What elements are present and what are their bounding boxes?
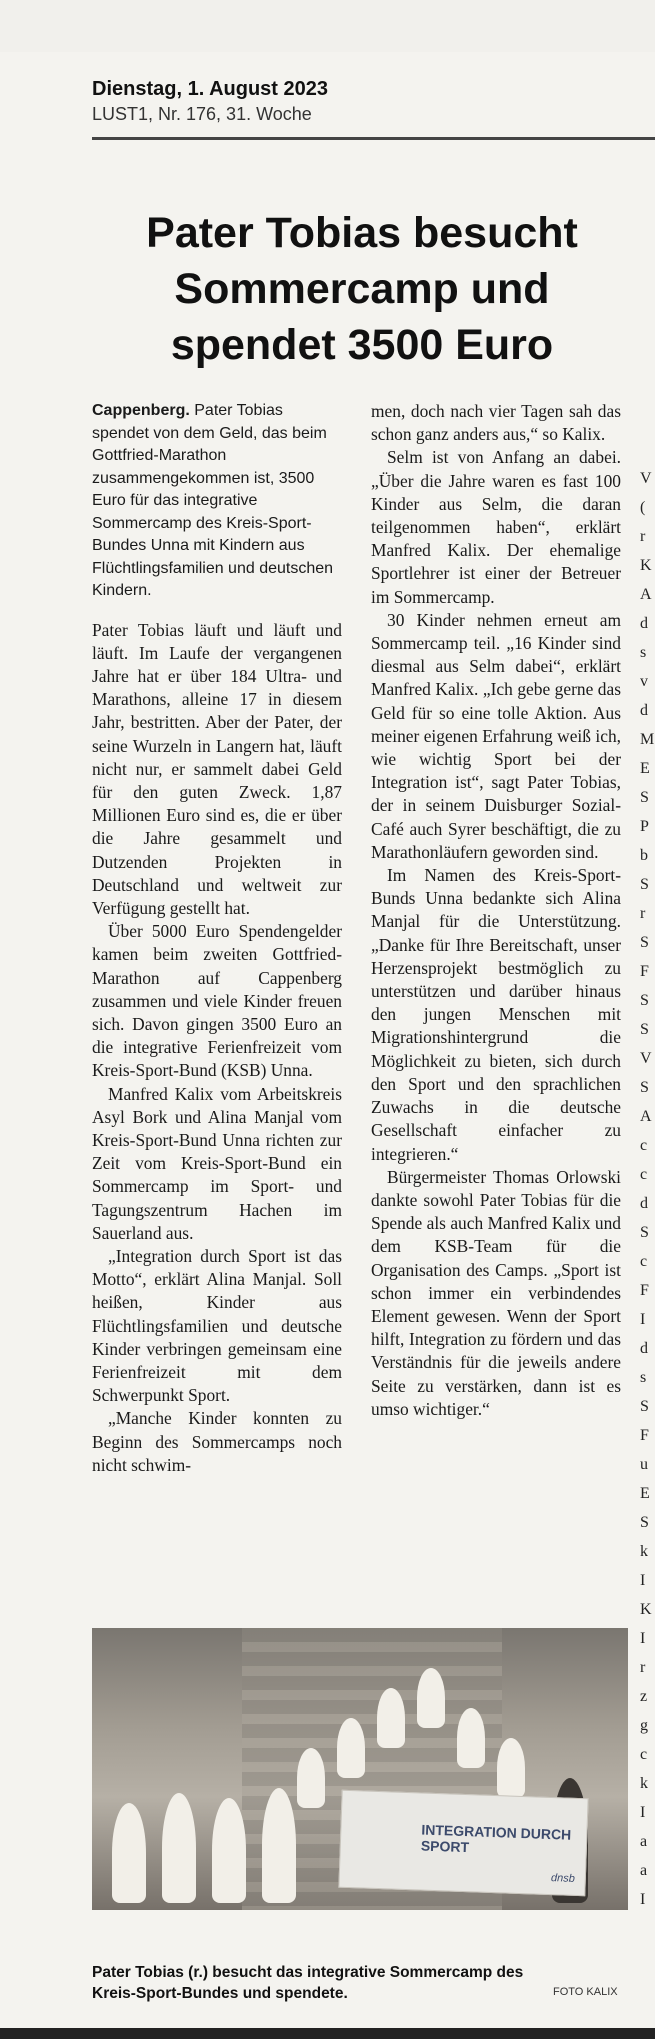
banner-logo: dnsb bbox=[550, 1872, 576, 1885]
edge-letter: d bbox=[640, 615, 648, 632]
lead-text: Pater Tobias spendet von dem Geld, das beim Gottfried-Marathon zusammengekommen ist, 3500 Euro für das integrative Sommercamp des Kreis-Sport-Bundes Unna mit Kindern aus Flüchtlingsfamilien und deutschen Kindern. bbox=[92, 402, 334, 599]
article-column-1 bbox=[92, 400, 342, 1477]
edge-letter: b bbox=[640, 847, 648, 864]
edge-letter: v bbox=[640, 673, 648, 690]
edge-letter: S bbox=[640, 1398, 649, 1415]
edge-letter: d bbox=[640, 1195, 648, 1212]
edge-letter: ( bbox=[640, 499, 646, 516]
edge-letter: I bbox=[640, 1630, 646, 1647]
dateline: Cappenberg. bbox=[92, 402, 190, 419]
article-column-2 bbox=[371, 400, 621, 1421]
banner-text: INTEGRATION DURCH SPORT bbox=[420, 1821, 572, 1856]
edge-letter: k bbox=[640, 1543, 648, 1560]
edge-letter: d bbox=[640, 702, 648, 719]
edge-letter: F bbox=[640, 1427, 649, 1444]
article-lead bbox=[92, 400, 342, 603]
photo-person bbox=[377, 1688, 405, 1748]
edge-letter: S bbox=[640, 934, 649, 951]
top-margin bbox=[0, 0, 655, 52]
edge-letter: F bbox=[640, 963, 649, 980]
edge-letter: a bbox=[640, 1833, 648, 1850]
edge-letter: s bbox=[640, 644, 647, 661]
edge-letter: a bbox=[640, 1862, 648, 1879]
edge-letter: I bbox=[640, 1891, 646, 1908]
edge-letter: c bbox=[640, 1166, 648, 1183]
photo-person bbox=[112, 1803, 146, 1903]
edge-letter: c bbox=[640, 1253, 648, 1270]
photo-person bbox=[212, 1798, 246, 1903]
edge-letter: z bbox=[640, 1688, 648, 1705]
edge-letter: P bbox=[640, 818, 649, 835]
photo-banner bbox=[338, 1790, 588, 1897]
edge-letter: S bbox=[640, 1514, 649, 1531]
edge-letter: S bbox=[640, 876, 649, 893]
edge-letter: u bbox=[640, 1456, 648, 1473]
edge-letter: A bbox=[640, 1108, 652, 1125]
article-headline: Pater Tobias besucht Sommercamp und spendet 3500 Euro bbox=[146, 209, 578, 369]
photo-caption: Pater Tobias (r.) besucht das integrative Sommercamp des Kreis-Sport-Bundes und spendete. bbox=[92, 1964, 524, 2002]
edge-letter: r bbox=[640, 1659, 646, 1676]
paragraph: Über 5000 Euro Spendengelder kamen beim zweiten Gottfried-Marathon auf Cappenberg zusammen und viele Kinder freuen sich. Davon gingen 3500 Euro an die integrative Ferienfreizeit vom Kreis-Sport-Bund (KSB) Unna. bbox=[92, 921, 342, 1081]
edge-letter: S bbox=[640, 1021, 649, 1038]
paragraph: 30 Kinder nehmen erneut am Sommercamp teil. „16 Kinder sind diesmal aus Selm dabei“, erklärt Manfred Kalix. „Ich gebe gerne das Geld für so eine tolle Aktion. Aus meiner eigenen Erfahrung weiß ich, wie wichtig Sport bei der Integration ist“, sagt Pater Tobias, der in seinem Duisburger Sozial-Café auch Syrer beschäftigt, die zu Marathonläufern geworden sind. bbox=[371, 609, 621, 862]
edge-letter: I bbox=[640, 1572, 646, 1589]
issue-date: Dienstag, 1. August 2023 bbox=[92, 78, 328, 100]
edge-letter: d bbox=[640, 1340, 648, 1357]
issue-number: LUST1, Nr. 176, 31. Woche bbox=[92, 104, 312, 124]
bottom-bar bbox=[0, 2028, 655, 2039]
header-rule bbox=[92, 137, 655, 140]
edge-letter: r bbox=[640, 528, 646, 545]
edge-letter: r bbox=[640, 905, 646, 922]
edge-letter: V bbox=[640, 1050, 652, 1067]
photo-credit: FOTO KALIX bbox=[553, 1986, 618, 1998]
edge-letter: g bbox=[640, 1717, 648, 1734]
paragraph: Selm ist von Anfang an dabei. „Über die Jahre waren es fast 100 Kinder aus Selm, die daran teilgenommen haben“, erklärt Manfred Kalix. Der ehemalige Sportlehrer ist einer der Betreuer im Sommercamp. bbox=[371, 447, 621, 607]
photo-person bbox=[297, 1748, 325, 1808]
edge-letter: K bbox=[640, 1601, 652, 1618]
edge-letter: S bbox=[640, 1224, 649, 1241]
edge-letter: I bbox=[640, 1311, 646, 1328]
edge-letter: V bbox=[640, 470, 652, 487]
edge-letter: E bbox=[640, 1485, 650, 1502]
photo-person bbox=[162, 1793, 196, 1903]
photo-person bbox=[337, 1718, 365, 1778]
edge-letter: c bbox=[640, 1746, 648, 1763]
paragraph: Manfred Kalix vom Arbeitskreis Asyl Bork und Alina Manjal vom Kreis-Sport-Bund Unna richten zur Zeit vom Kreis-Sport-Bund ein Sommercamp im Sport- und Tagungszentrum Hachen im Sauerland aus. bbox=[92, 1083, 342, 1243]
paragraph: „Integration durch Sport ist das Motto“, erklärt Alina Manjal. Soll heißen, Kinder aus Flüchtlingsfamilien und deutsche Kinder verbringen gemeinsam eine Ferienfreizeit mit dem Schwerpunkt Sport. bbox=[92, 1245, 342, 1406]
paragraph: men, doch nach vier Tagen sah das schon ganz anders aus,“ so Kalix. bbox=[371, 401, 621, 445]
edge-letter: S bbox=[640, 789, 649, 806]
paragraph: „Manche Kinder konnten zu Beginn des Sommercamps noch nicht schwim- bbox=[92, 1408, 342, 1475]
article-photo bbox=[92, 1628, 628, 1910]
edge-letter: E bbox=[640, 760, 650, 777]
paragraph: Bürgermeister Thomas Orlowski dankte sowohl Pater Tobias für die Spende als auch Manfred Kalix und dem KSB-Team für die Organisation des Camps. „Sport ist schon immer ein verbindendes Element gewesen. Wenn der Sport hilft, Integration zu fördern und das Verständnis für die jeweils andere Seite zu verstärken, dann ist es umso wichtiger.“ bbox=[371, 1166, 621, 1419]
edge-letter: S bbox=[640, 992, 649, 1009]
edge-letter: K bbox=[640, 557, 652, 574]
edge-letter: s bbox=[640, 1369, 647, 1386]
edge-letter: c bbox=[640, 1137, 648, 1154]
edge-letter: k bbox=[640, 1775, 648, 1792]
photo-person bbox=[262, 1788, 296, 1903]
edge-letter: I bbox=[640, 1804, 646, 1821]
edge-letter: M bbox=[640, 731, 655, 748]
edge-letter: A bbox=[640, 586, 652, 603]
edge-letter: F bbox=[640, 1282, 649, 1299]
edge-letter: S bbox=[640, 1079, 649, 1096]
photo-person bbox=[417, 1668, 445, 1728]
photo-person bbox=[497, 1738, 525, 1798]
paragraph: Pater Tobias läuft und läuft und läuft. Im Laufe der vergangenen Jahre hat er über 184 Ultra- und Marathons, alleine 17 in diesem Jahr, bestritten. Aber der Pater, der seine Wurzeln in Langern hat, läuft nicht nur, er sammelt dabei Geld für den guten Zweck. 1,87 Millionen Euro sind es, die er über die Jahre gesammelt und Dutzenden Projekten in Deutschland und weltweit zur Verfügung gestellt hat. bbox=[92, 619, 342, 918]
paragraph: Im Namen des Kreis-Sport-Bunds Unna bedankte sich Alina Manjal für die Unterstützung. „Danke für Ihre Bereitschaft, unser Herzensprojekt bestmöglich zu unterstützen und darüber hinaus den jungen Menschen mit Migrationshintergrund die Möglichkeit zu bieten, sich durch den Sport und den sprachlichen Zuwachs in die deutsche Gesellschaft einfacher zu integrieren.“ bbox=[371, 865, 621, 1164]
photo-person bbox=[457, 1708, 485, 1768]
